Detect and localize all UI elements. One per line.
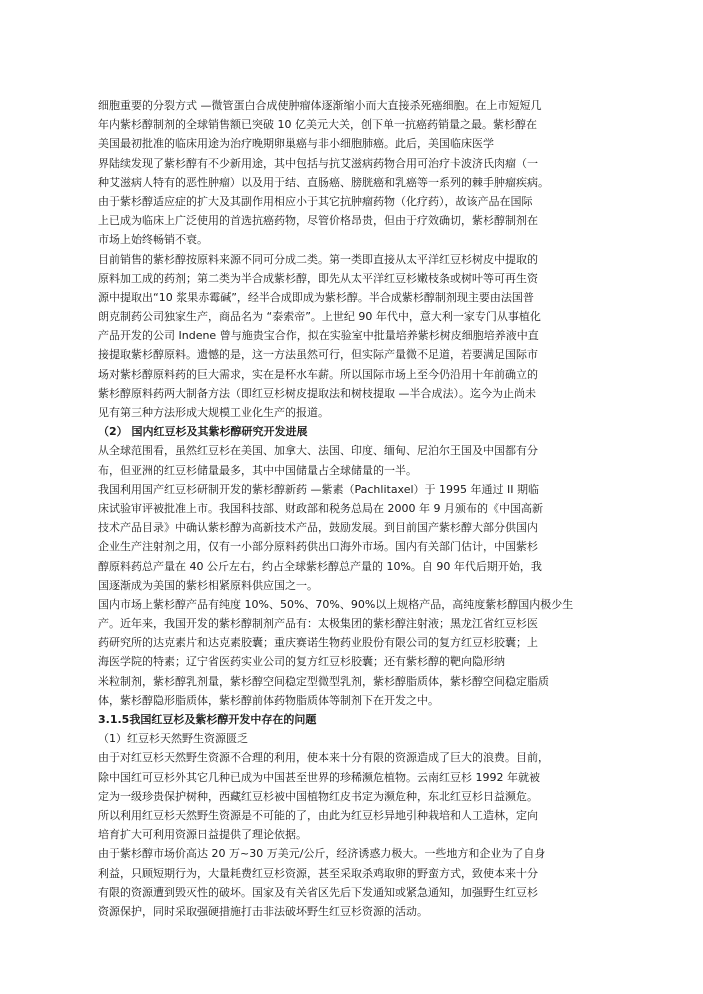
- text-line: 药研究所的达克素片和达克素胶囊；重庆赛诺生物药业股份有限公司的复方红豆杉胶囊；上: [98, 636, 538, 650]
- section-heading: （2） 国内红豆杉及其紫杉醇研究开发进展: [98, 425, 308, 439]
- text-line: 米粒制剂，紫杉醇乳剂量，紫杉醇空间稳定型微型乳剂，紫杉醇脂质体，紫杉醇空间稳定脂质: [98, 674, 549, 688]
- text-line: 技术产品目录》中确认紫杉醇为高新技术产品，鼓励发展。到目前国产紫杉醇大部分供国内: [98, 521, 538, 535]
- text-line: 接提取紫杉醇原料。遗憾的是，这一方法虽然可行，但实际产量微不足道，若要满足国际市: [98, 348, 538, 362]
- text-line: 由于对红豆杉天然野生资源不合理的利用，使本来十分有限的资源造成了巨大的浪费。目前，: [98, 751, 549, 765]
- text-line: 由于紫杉醇市场价高达 20 万~30 万美元/公斤，经济诱惑力极大。一些地方和企业为了自身: [98, 847, 546, 861]
- text-line: 细胞重要的分裂方式 —微管蛋白合成使肿瘤体逐渐缩小而大直接杀死癌细胞。在上市短短几: [98, 99, 542, 112]
- text-line: 源中提取出“10 浆果赤霉碱”，经半合成即成为紫杉醇。半合成紫杉醇制剂现主要由法国普: [98, 290, 534, 304]
- text-line: 国逐渐成为美国的紫杉相紧原料供应国之一。: [98, 578, 318, 592]
- text-line: 上已成为临床上广泛使用的首选抗癌药物，尽管价格昂贵，但由于疗效确切，紫杉醇制剂在: [98, 214, 538, 228]
- text-line: 目前销售的紫杉醇按原料来源不同可分成二类。第一类即直接从太平洋红豆杉树皮中提取的: [98, 252, 538, 266]
- text-line: 国内市场上紫杉醇产品有纯度 10%、50%、70%、90%以上规格产品，高纯度紫杉醇国内极少生: [98, 597, 574, 611]
- document-body: [98, 96, 613, 921]
- text-line: 有限的资源遭到毁灭性的破坏。国家及有关省区先后下发通知或紧急通知，加强野生红豆杉: [98, 885, 538, 899]
- text-line: 体，紫杉醇隐形脂质体，紫杉醇前体药物脂质体等制剂下在开发之中。: [98, 693, 439, 707]
- text-line: 资源保护，同时采取强硬措施打击非法破坏野生红豆杉资源的活动。: [98, 904, 428, 918]
- text-line: 产品开发的公司 Indene 曾与施贵宝合作，拟在实验室中批量培养紫杉树皮细胞培养液中直: [98, 329, 539, 343]
- text-line: 原料加工成的药剂；第二类为半合成紫杉醇，即先从太平洋红豆杉嫩枝条或树叶等可再生资: [98, 271, 538, 285]
- text-line: 所以利用红豆杉天然野生资源是不可能的了，由此为红豆杉异地引种栽培和人工造林，定向: [98, 808, 538, 822]
- text-line: （1）红豆杉天然野生资源匮乏: [98, 732, 248, 746]
- text-line: 企业生产注射剂之用，仅有一小部分原料药供出口海外市场。国内有关部门估计，中国紫杉: [98, 540, 538, 554]
- text-line: 利益，只顾短期行为，大量耗费红豆杉资源，甚至采取杀鸡取卵的野蛮方式，致使本来十分: [98, 866, 538, 880]
- text-line: 界陆续发现了紫杉醇有不少新用途，其中包括与抗艾滋病药物合用可治疗卡波济氏肉瘤（一: [98, 156, 538, 170]
- text-line: 床试验审评被批准上市。我国科技部、财政部和税务总局在 2000 年 9 月颁布的《中国高新: [98, 501, 543, 515]
- text-line: 培育扩大可利用资源日益提供了理论依据。: [98, 828, 307, 842]
- text-line: 朗克制药公司独家生产，商品名为 “泰索帝”。上世纪 90 年代中，意大利一家专门从事植化: [98, 310, 541, 324]
- text-line: 布，但亚洲的红豆杉储量最多，其中中国储量占全球储量的一半。: [98, 463, 417, 477]
- text-line: 见有第三种方法形成大规模工业化生产的报道。: [98, 406, 329, 419]
- text-line: 定为一级珍贵保护树种，西藏红豆杉被中国植物红皮书定为濒危种，东北红豆杉日益濒危。: [98, 789, 538, 803]
- text-line: 从全球范围看，虽然红豆杉在美国、加拿大、法国、印度、缅甸、尼泊尔王国及中国都有分: [98, 444, 538, 458]
- text-line: 年内紫杉醇制剂的全球销售额已突破 10 亿美元大关，创下单一抗癌药销量之最。紫杉醇在: [98, 118, 537, 132]
- text-line: 海医学院的特素；辽宁省医药实业公司的复方红豆杉胶囊；还有紫杉醇的靶向隐形纳: [98, 655, 505, 669]
- text-line: 除中国红可豆杉外其它几种已成为中国甚至世界的珍稀濒危植物。云南红豆杉 1992 年就被: [98, 770, 540, 784]
- text-line: 紫杉醇原料药两大制备方法（即红豆杉树皮提取法和树枝提取 —半合成法）。迄今为止尚未: [98, 386, 536, 400]
- text-line: 美国最初批准的临床用途为治疗晚期卵巢癌与非小细胞肺癌。此后，美国临床医学: [98, 137, 494, 151]
- text-line: 产。近年来，我国开发的紫杉醇制剂产品有：太极集团的紫杉醇注射液；黑龙江省红豆杉医: [98, 617, 538, 631]
- text-line: 场对紫杉醇原料药的巨大需求，实在是杯水车薪。所以国际市场上至今仍沿用十年前确立的: [98, 367, 538, 381]
- section-heading: 3.1.5我国红豆杉及紫杉醇开发中存在的问题: [98, 713, 317, 726]
- text-line: 市场上始终畅销不衰。: [98, 233, 208, 247]
- text-line: 由于紫杉醇适应症的扩大及其副作用相应小于其它抗肿瘤药物（化疗药），故该产品在国际: [98, 194, 533, 208]
- text-line: 种艾滋病人特有的恶性肿瘤）以及用于结、直肠癌、膀胱癌和乳癌等一系列的棘手肿瘤疾病。: [98, 175, 549, 189]
- text-line: 我国利用国产红豆杉研制开发的紫杉醇新药 —紫素（Pachlitaxel）于 1995 年通过 II 期临: [98, 482, 540, 496]
- text-line: 醇原料药总产量在 40 公斤左右，约占全球紫杉醇总产量的 10%。自 90 年代后期开始，我: [98, 559, 542, 573]
